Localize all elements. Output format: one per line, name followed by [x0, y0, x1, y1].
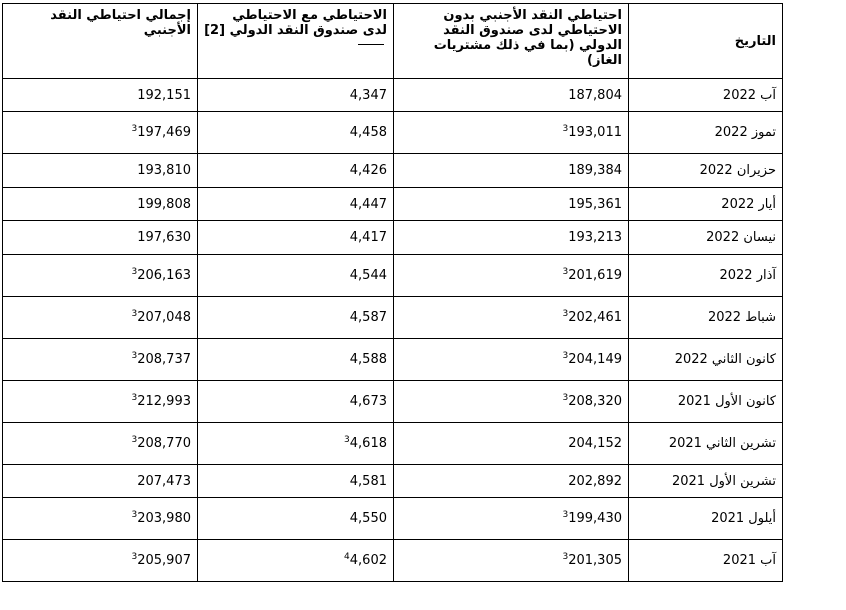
row-date-value: تموز 2022: [714, 125, 776, 140]
footnote-marker: 3: [562, 552, 569, 562]
row-imf-reserve: [198, 79, 394, 112]
table-row: [3, 540, 783, 582]
row-imf-reserve-value: 4,602: [349, 553, 387, 568]
row-imf-reserve: [198, 498, 394, 540]
footnote-marker: 3: [562, 267, 569, 277]
header-imf-reserve: الاحتياطي مع الاحتياطي لدى صندوق النقد الدولي [2]: [198, 4, 394, 79]
footnote-marker: 4: [344, 552, 350, 562]
row-imf-reserve-value: 4,458: [349, 125, 387, 140]
row-reserves-without-imf: [394, 465, 629, 498]
row-date-value: كانون الثاني 2022: [674, 352, 776, 367]
row-imf-reserve-value: 4,587: [349, 310, 387, 325]
row-total-reserves-value: 207,473: [137, 473, 191, 489]
row-reserves-without-imf-value: 202,892: [568, 473, 622, 489]
row-total-reserves-value: 192,151: [137, 87, 191, 103]
row-date-value: آب 2021: [722, 553, 776, 568]
row-imf-reserve: [198, 255, 394, 297]
row-total-reserves: [3, 381, 198, 423]
row-date: [629, 297, 783, 339]
row-imf-reserve-value: 4,550: [349, 511, 387, 526]
row-date: [629, 339, 783, 381]
row-total-reserves: [3, 498, 198, 540]
table-row: [3, 255, 783, 297]
table-row: [3, 188, 783, 221]
row-reserves-without-imf: [394, 188, 629, 221]
reference-link[interactable]: [2]: [204, 23, 226, 38]
row-date: [629, 188, 783, 221]
row-reserves-without-imf-value: 193,213: [568, 230, 622, 245]
row-date: [629, 154, 783, 188]
row-total-reserves: [3, 339, 198, 381]
row-reserves-without-imf-value: 189,384: [568, 163, 622, 178]
row-reserves-without-imf-value: 193,011: [568, 125, 622, 140]
footnote-marker: 3: [562, 351, 569, 361]
footnote-marker: 3: [131, 124, 138, 134]
table-row: [3, 381, 783, 423]
row-imf-reserve-value: 4,347: [349, 87, 387, 103]
row-reserves-without-imf-value: 208,320: [568, 394, 622, 409]
footnote-marker: 3: [562, 393, 569, 403]
footnote-marker: 3: [131, 393, 138, 403]
table-row: [3, 498, 783, 540]
row-reserves-without-imf-value: 201,305: [568, 553, 622, 568]
row-date: [629, 423, 783, 465]
row-date: [629, 221, 783, 255]
row-date: [629, 540, 783, 582]
row-total-reserves: [3, 221, 198, 255]
table-row: [3, 423, 783, 465]
row-reserves-without-imf: [394, 423, 629, 465]
row-imf-reserve: [198, 221, 394, 255]
row-total-reserves-value: 193,810: [137, 163, 191, 178]
row-total-reserves-value: 208,737: [137, 352, 191, 367]
row-total-reserves: [3, 423, 198, 465]
table-row: [3, 112, 783, 154]
table-row: [3, 297, 783, 339]
row-reserves-without-imf-value: 199,430: [568, 511, 622, 526]
footnote-marker: 3: [131, 267, 138, 277]
table-row: [3, 154, 783, 188]
row-date-value: تشرين الثاني 2021: [668, 436, 776, 451]
row-imf-reserve-value: 4,544: [349, 268, 387, 283]
row-reserves-without-imf: [394, 297, 629, 339]
row-total-reserves-value: 206,163: [137, 268, 191, 283]
row-reserves-without-imf: [394, 255, 629, 297]
row-imf-reserve: [198, 297, 394, 339]
table-row: [3, 221, 783, 255]
row-date-value: آب 2022: [722, 87, 776, 103]
row-imf-reserve-value: 4,581: [349, 473, 387, 489]
row-imf-reserve-value: 4,426: [349, 163, 387, 178]
row-total-reserves-value: 197,469: [137, 125, 191, 140]
row-date: [629, 381, 783, 423]
row-imf-reserve-value: 4,673: [349, 394, 387, 409]
header-total-reserves: إجمالي احتياطي النقد الأجنبي: [3, 4, 198, 79]
row-reserves-without-imf-value: 195,361: [568, 196, 622, 212]
row-total-reserves-value: 197,630: [137, 230, 191, 245]
footnote-marker: 3: [562, 124, 569, 134]
footnote-marker: 3: [562, 309, 569, 319]
row-date: [629, 79, 783, 112]
row-reserves-without-imf: [394, 540, 629, 582]
row-imf-reserve: [198, 465, 394, 498]
row-reserves-without-imf: [394, 154, 629, 188]
row-date-value: نيسان 2022: [706, 230, 776, 245]
row-total-reserves: [3, 255, 198, 297]
row-total-reserves-value: 199,808: [137, 196, 191, 212]
header-date: التاريخ: [629, 4, 783, 79]
row-date-value: حزيران 2022: [699, 163, 776, 178]
row-imf-reserve: [198, 112, 394, 154]
row-reserves-without-imf-value: 187,804: [568, 87, 622, 103]
row-imf-reserve-value: 4,588: [349, 352, 387, 367]
row-imf-reserve-value: 4,447: [349, 196, 387, 212]
row-reserves-without-imf: [394, 339, 629, 381]
row-imf-reserve-value: 4,417: [349, 230, 387, 245]
reserves-table: [2, 3, 783, 582]
footnote-marker: 3: [131, 435, 138, 445]
table-row: [3, 465, 783, 498]
row-reserves-without-imf-value: 204,149: [568, 352, 622, 367]
reference-underline: [358, 44, 384, 45]
row-reserves-without-imf: [394, 498, 629, 540]
row-reserves-without-imf: [394, 381, 629, 423]
header-row: [3, 4, 783, 79]
table-row: [3, 79, 783, 112]
header-reserves-without-imf: احتياطي النقد الأجنبي بدون الاحتياطي لدى صندوق النقد الدولي (بما في ذلك مشتريات الغاز): [394, 4, 629, 79]
row-reserves-without-imf-value: 202,461: [568, 310, 622, 325]
row-total-reserves-value: 207,048: [137, 310, 191, 325]
row-total-reserves: [3, 188, 198, 221]
row-imf-reserve: [198, 423, 394, 465]
row-total-reserves-value: 212,993: [137, 394, 191, 409]
row-date: [629, 112, 783, 154]
table-row: [3, 339, 783, 381]
row-date: [629, 255, 783, 297]
row-total-reserves: [3, 465, 198, 498]
row-date: [629, 498, 783, 540]
row-reserves-without-imf: [394, 79, 629, 112]
footnote-marker: 3: [131, 510, 138, 520]
row-date-value: كانون الأول 2021: [677, 394, 776, 409]
row-date-value: شباط 2022: [707, 310, 776, 325]
row-date-value: أيار 2022: [721, 196, 776, 212]
footnote-marker: 3: [131, 309, 138, 319]
row-reserves-without-imf-value: 204,152: [568, 436, 622, 451]
row-total-reserves: [3, 112, 198, 154]
footnote-marker: 3: [131, 552, 138, 562]
row-date-value: أيلول 2021: [711, 511, 776, 526]
row-total-reserves: [3, 79, 198, 112]
row-total-reserves-value: 205,907: [137, 553, 191, 568]
row-total-reserves: [3, 154, 198, 188]
row-imf-reserve: [198, 540, 394, 582]
row-reserves-without-imf-value: 201,619: [568, 268, 622, 283]
row-imf-reserve: [198, 339, 394, 381]
row-imf-reserve-value: 4,618: [349, 436, 387, 451]
row-total-reserves-value: 203,980: [137, 511, 191, 526]
row-date-value: آذار 2022: [719, 268, 776, 283]
footnote-marker: 3: [131, 351, 138, 361]
footnote-marker: 3: [562, 510, 569, 520]
row-date-value: تشرين الأول 2021: [671, 473, 776, 489]
row-imf-reserve: [198, 154, 394, 188]
footnote-marker: 3: [344, 435, 350, 445]
row-total-reserves: [3, 297, 198, 339]
row-total-reserves-value: 208,770: [137, 436, 191, 451]
row-imf-reserve: [198, 188, 394, 221]
row-imf-reserve: [198, 381, 394, 423]
row-reserves-without-imf: [394, 221, 629, 255]
row-total-reserves: [3, 540, 198, 582]
row-reserves-without-imf: [394, 112, 629, 154]
row-date: [629, 465, 783, 498]
